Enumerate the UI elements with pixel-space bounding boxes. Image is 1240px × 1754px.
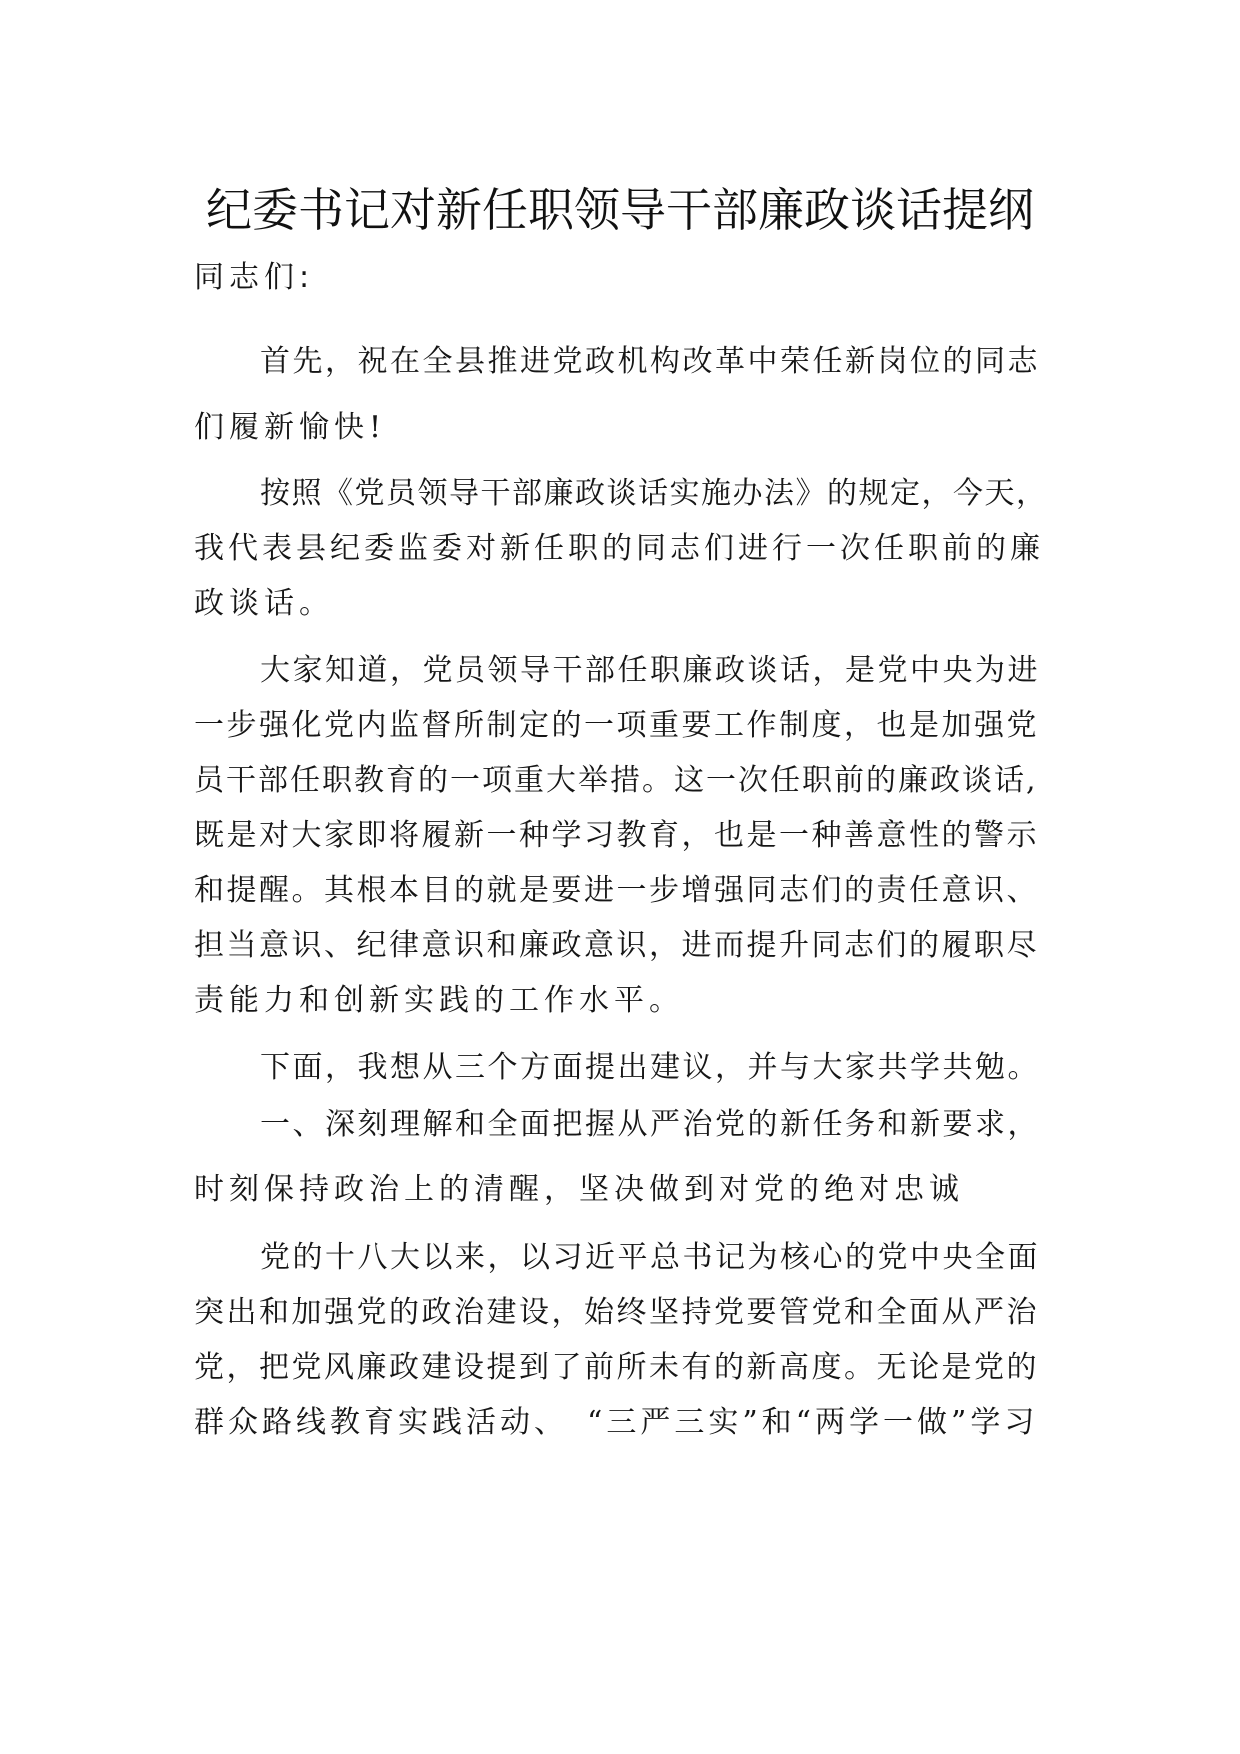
paragraph-line: 群众路线教育实践活动、 “三严三实”和“两学一做”学习 (194, 1405, 1039, 1440)
paragraph-line: 们履新愉快! (194, 410, 387, 445)
paragraph-line: 我代表县纪委监委对新任职的同志们进行一次任职前的廉 (194, 531, 1044, 566)
section-heading-line: 时刻保持政治上的清醒，坚决做到对党的绝对忠诚 (194, 1172, 964, 1207)
paragraph-line: 下面，我想从三个方面提出建议，并与大家共学共勉。 (260, 1050, 1040, 1085)
paragraph-line: 首先，祝在全县推进党政机构改革中荣任新岗位的同志 (260, 344, 1040, 379)
paragraph-line: 突出和加强党的政治建设，始终坚持党要管党和全面从严治 (194, 1295, 1039, 1330)
paragraph-line: 党的十八大以来，以习近平总书记为核心的党中央全面 (260, 1240, 1040, 1275)
paragraph-line: 担当意识、纪律意识和廉政意识，进而提升同志们的履职尽 (194, 928, 1039, 963)
salutation: 同志们: (194, 260, 315, 295)
paragraph-line: 党，把党风廉政建设提到了前所未有的新高度。无论是党的 (194, 1350, 1039, 1385)
paragraph-line: 和提醒。其根本目的就是要进一步增强同志们的责任意识、 (194, 873, 1039, 908)
paragraph-line: 既是对大家即将履新一种学习教育，也是一种善意性的警示 (194, 818, 1039, 853)
paragraph-line: 按照《党员领导干部廉政谈话实施办法》的规定，今天， (260, 476, 1048, 511)
document-title: 纪委书记对新任职领导干部廉政谈话提纲 (206, 183, 1034, 237)
paragraph-line: 责能力和创新实践的工作水平。 (194, 983, 684, 1018)
paragraph-line: 员干部任职教育的一项重大举措。这一次任职前的廉政谈话, (194, 763, 1038, 798)
paragraph-line: 大家知道，党员领导干部任职廉政谈话，是党中央为进 (260, 653, 1040, 688)
paragraph-line: 政谈话。 (194, 586, 334, 621)
section-heading-line: 一、深刻理解和全面把握从严治党的新任务和新要求， (260, 1107, 1040, 1142)
paragraph-line: 一步强化党内监督所制定的一项重要工作制度，也是加强党 (194, 708, 1039, 743)
